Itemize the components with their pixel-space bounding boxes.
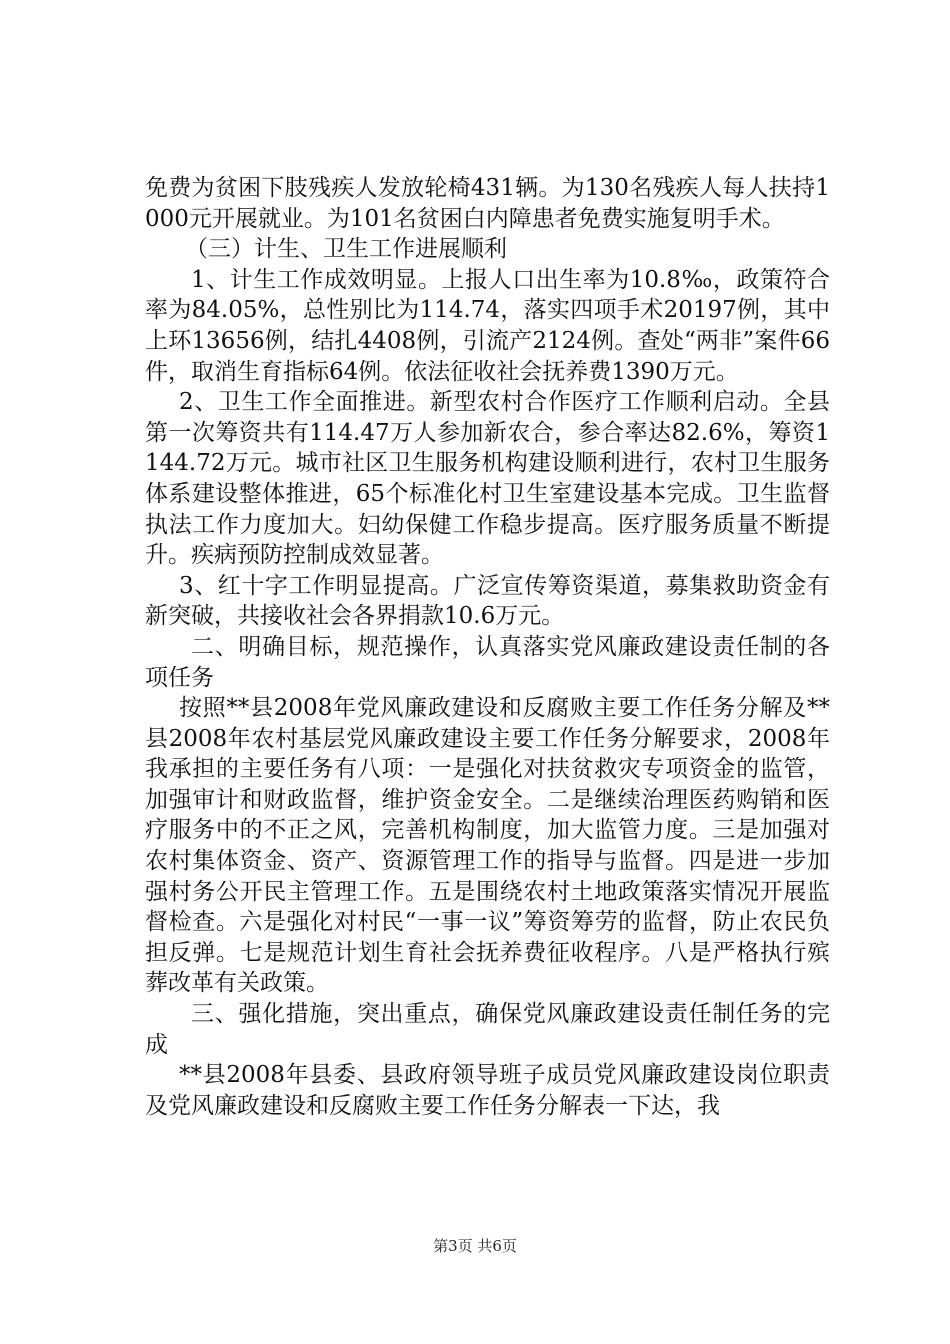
section-heading-family-planning-health: （三）计生、卫生工作进展顺利	[185, 236, 507, 263]
paragraph-county-tasks: **县2008年县委、县政府领导班子成员党风廉政建设岗位职责及党风廉政建设和反腐败主要工作任务分解表一下达，我	[145, 1062, 830, 1119]
paragraph-red-cross: 3、红十字工作明显提高。广泛宣传筹资渠道，募集救助资金有新突破，共接收社会各界捐款10.6万元。	[145, 572, 830, 630]
section-heading-two: 二、明确目标，规范操作，认真落实党风廉政建设责任制的各项任务	[145, 633, 830, 691]
section-heading-three: 三、强化措施，突出重点，确保党风廉政建设责任制任务的完成	[145, 1001, 830, 1058]
paragraph-main-tasks: 按照**县2008年党风廉政建设和反腐败主要工作任务分解及**县2008年农村基层党风廉政建设主要工作任务分解要求，2008年我承担的主要任务有八项：一是强化对扶贫救灾专项资金的监管，加强审计和财政监督，维护资金安全。二是继续治理医药购销和医疗服务中的不正之风，完善机构制度，加大监管力度。三是加强对农村集体资金、资产、资源管理工作的指导与监督。四是进一步加强村务公开民主管理工作。五是围绕农村土地政策落实情况开展监督检查。六是强化对村民“一事一议”筹资筹劳的监督，防止农民负担反弹。七是规范计划生育社会抚养费征收程序。八是严格执行殡葬改革有关政策。	[145, 695, 830, 997]
page-number: 第3页 共6页	[433, 1237, 517, 1255]
paragraph-health-work: 2、卫生工作全面推进。新型农村合作医疗工作顺利启动。全县第一次筹资共有114.47万人参加新农合，参合率达82.6%，筹资1144.72万元。城市社区卫生服务机构建设顺利进行，农村卫生服务体系建设整体推进，65个标准化村卫生室建设基本完成。卫生监督执法工作力度加大。妇幼保健工作稳步提高。医疗服务质量不断提升。疾病预防控制成效显著。	[145, 389, 830, 569]
paragraph-disability-aid: 免费为贫困下肢残疾人发放轮椅431辆。为130名残疾人每人扶持1000元开展就业。为101名贫困白内障患者免费实施复明手术。	[145, 175, 830, 232]
paragraph-family-planning: 1、计生工作成效明显。上报人口出生率为10.8‰，政策符合率为84.05%，总性别比为114.74，落实四项手术20197例，其中上环13656例，结扎4408例，引流产2124例。查处“两非”案件66件，取消生育指标64例。依法征收社会抚养费1390万元。	[145, 266, 830, 385]
document-body	[145, 173, 830, 1121]
